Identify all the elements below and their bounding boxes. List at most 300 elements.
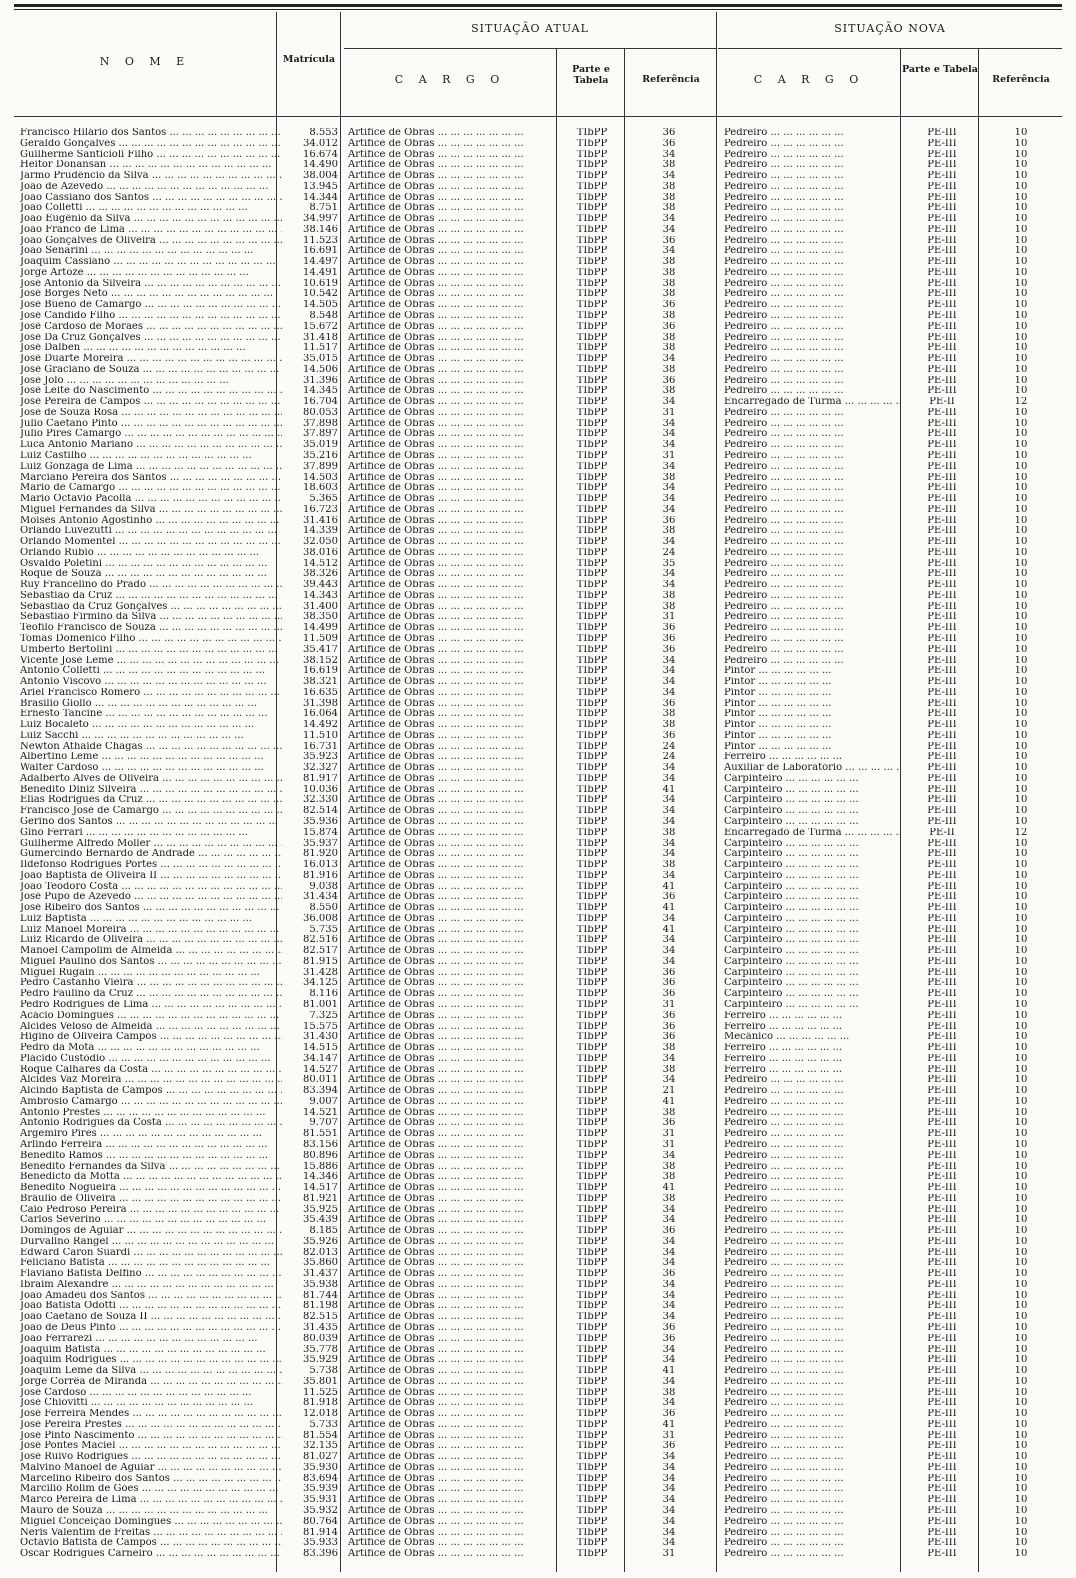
matricula-cell: 38.016	[303, 547, 338, 558]
table-row	[14, 365, 1062, 376]
nome-cell: Sebastião da Cruz ... .	[20, 591, 282, 602]
table-row	[14, 171, 1062, 182]
matricula-cell: 31.435	[303, 1322, 338, 1333]
tabela-nova-cell: PE-III	[927, 171, 957, 182]
table-row	[14, 537, 1062, 548]
referencia-atual-cell: 34	[662, 494, 676, 505]
referencia-atual-cell: 34	[662, 149, 676, 160]
cargo-novo-cell: Carpinteiro ... .	[724, 903, 900, 914]
cargo-novo-cell: Carpinteiro ... .	[724, 785, 900, 796]
matricula-cell: 16.691	[303, 246, 338, 257]
referencia-nova-cell: 10	[1014, 1043, 1028, 1054]
referencia-atual-cell: 38	[662, 1064, 676, 1075]
table-row	[14, 623, 1062, 634]
nome-cell: Antonio Viscovo ... .	[20, 677, 282, 688]
matricula-cell: 14.492	[303, 720, 338, 731]
table-row	[14, 1323, 1062, 1334]
tabela-nova-cell: PE-III	[927, 1000, 957, 1011]
tabela-atual-cell: TIbPP	[576, 429, 608, 440]
table-row	[14, 1463, 1062, 1474]
matricula-cell: 14.345	[303, 386, 338, 397]
matricula-cell: 81.551	[303, 1129, 338, 1140]
nome-cell: Guilherme Santicioli Filho ... .	[20, 150, 282, 161]
referencia-atual-cell: 36	[662, 138, 676, 149]
tabela-atual-cell: TIbPP	[576, 1107, 608, 1118]
cargo-novo-cell: Pedreiro ... .	[724, 580, 900, 591]
referencia-atual-cell: 38	[662, 601, 676, 612]
tabela-nova-cell: PE-III	[927, 375, 957, 386]
nome-cell: Joaquim Leme da Silva ... .	[20, 1366, 282, 1377]
tabela-atual-cell: TIbPP	[576, 364, 608, 375]
header-nova-rule	[718, 48, 1062, 49]
cargo-novo-cell: Carpinteiro ... .	[724, 989, 900, 1000]
referencia-nova-cell: 10	[1014, 504, 1028, 515]
table-row	[14, 1032, 1062, 1043]
matricula-cell: 16.064	[303, 709, 338, 720]
referencia-atual-cell: 34	[662, 956, 676, 967]
tabela-atual-cell: TIbPP	[576, 1355, 608, 1366]
tabela-atual-cell: TIbPP	[576, 956, 608, 967]
tabela-nova-cell: PE-III	[927, 1290, 957, 1301]
matricula-cell: 5.738	[309, 1366, 338, 1377]
matricula-cell: 35.926	[303, 1236, 338, 1247]
cargo-atual-cell: Artífice de Obras ... .	[348, 612, 538, 623]
referencia-atual-cell: 34	[662, 1053, 676, 1064]
tabela-nova-cell: PE-III	[927, 1538, 957, 1549]
tabela-atual-cell: TIbPP	[576, 1118, 608, 1129]
referencia-nova-cell: 10	[1014, 1376, 1028, 1387]
cargo-novo-cell: Pedreiro ... .	[724, 548, 900, 559]
referencia-nova-cell: 10	[1014, 472, 1028, 483]
cargo-atual-cell: Artífice de Obras ... .	[348, 925, 538, 936]
nome-cell: Benedito Fernandes da Silva ... .	[20, 1162, 282, 1173]
tabela-atual-cell: TIbPP	[576, 1301, 608, 1312]
referencia-nova-cell: 10	[1014, 612, 1028, 623]
table-row	[14, 1043, 1062, 1054]
tabela-nova-cell: PE-III	[927, 1279, 957, 1290]
cargo-novo-cell: Encarregado de Turma ... .	[724, 397, 900, 408]
tabela-nova-cell: PE-III	[927, 580, 957, 591]
matricula-cell: 15.672	[303, 321, 338, 332]
cargo-novo-cell: Carpinteiro ... .	[724, 1000, 900, 1011]
tabela-nova-cell: PE-III	[927, 440, 957, 451]
referencia-atual-cell: 24	[662, 752, 676, 763]
tabela-atual-cell: TIbPP	[576, 677, 608, 688]
table-row	[14, 1280, 1062, 1291]
referencia-nova-cell: 10	[1014, 763, 1028, 774]
referencia-atual-cell: 34	[662, 1484, 676, 1495]
cargo-atual-cell: Artífice de Obras ... .	[348, 333, 538, 344]
referencia-nova-cell: 10	[1014, 1010, 1028, 1021]
referencia-nova-cell: 10	[1014, 1290, 1028, 1301]
referencia-atual-cell: 31	[662, 1430, 676, 1441]
nome-cell: Roque Calhares da Costa ... .	[20, 1065, 282, 1076]
table-row	[14, 839, 1062, 850]
nome-cell: Miguel Conceição Domingues ... .	[20, 1517, 282, 1528]
tabela-atual-cell: TIbPP	[576, 741, 608, 752]
cargo-atual-cell: Artífice de Obras ... .	[348, 1162, 538, 1173]
tabela-atual-cell: TIbPP	[576, 601, 608, 612]
referencia-nova-cell: 10	[1014, 343, 1028, 354]
tabela-atual-cell: TIbPP	[576, 418, 608, 429]
matricula-cell: 35.931	[303, 1495, 338, 1506]
table-row	[14, 1118, 1062, 1129]
nome-cell: Joaquim Cassiano ... .	[20, 257, 282, 268]
header-cargo-nova: C A R G O	[753, 73, 865, 86]
matricula-cell: 31.428	[303, 967, 338, 978]
table-row	[14, 978, 1062, 989]
tabela-atual-cell: TIbPP	[576, 1129, 608, 1140]
nome-cell: Oscar Rodrigues Carneiro ... .	[20, 1549, 282, 1560]
referencia-nova-cell: 10	[1014, 924, 1028, 935]
nome-cell: Newton Athaide Chagas ... .	[20, 742, 282, 753]
referencia-atual-cell: 36	[662, 633, 676, 644]
nome-cell: Malvino Manoel de Aguiar ... .	[20, 1463, 282, 1474]
tabela-atual-cell: TIbPP	[576, 827, 608, 838]
cargo-novo-cell: Pedreiro ... .	[724, 1538, 900, 1549]
tabela-nova-cell: PE-III	[927, 1473, 957, 1484]
table-row	[14, 774, 1062, 785]
cargo-atual-cell: Artífice de Obras ... .	[348, 1441, 538, 1452]
nome-cell: Manoel Campolim de Almeida ... .	[20, 946, 282, 957]
referencia-nova-cell: 10	[1014, 1118, 1028, 1129]
referencia-nova-cell: 10	[1014, 1096, 1028, 1107]
tabela-atual-cell: TIbPP	[576, 1430, 608, 1441]
nome-cell: João Teodoro Costa ... .	[20, 882, 282, 893]
cargo-atual-cell: Artífice de Obras ... .	[348, 978, 538, 989]
nome-cell: José Da Cruz Gonçalves ... .	[20, 333, 282, 344]
matricula-cell: 82.517	[303, 946, 338, 957]
cargo-atual-cell: Artífice de Obras ... .	[348, 1086, 538, 1097]
referencia-atual-cell: 36	[662, 321, 676, 332]
nome-cell: Luiz Bocaleto ... .	[20, 720, 282, 731]
table-row	[14, 882, 1062, 893]
referencia-nova-cell: 10	[1014, 289, 1028, 300]
top-rule	[14, 4, 1062, 7]
matricula-cell: 81.916	[303, 870, 338, 881]
table-row	[14, 1129, 1062, 1140]
tabela-atual-cell: TIbPP	[576, 321, 608, 332]
cargo-atual-cell: Artífice de Obras ... .	[348, 440, 538, 451]
tabela-nova-cell: PE-III	[927, 267, 957, 278]
nome-cell: Osvaldo Poletini ... .	[20, 559, 282, 570]
table-row	[14, 505, 1062, 516]
cargo-novo-cell: Carpinteiro ... .	[724, 882, 900, 893]
table-row	[14, 849, 1062, 860]
table-row	[14, 1484, 1062, 1495]
referencia-nova-cell: 10	[1014, 946, 1028, 957]
nome-cell: José Borges Neto ... .	[20, 289, 282, 300]
tabela-atual-cell: TIbPP	[576, 1506, 608, 1516]
nome-cell: Ildefonso Rodrigues Portes ... .	[20, 860, 282, 871]
tabela-atual-cell: TIbPP	[576, 1376, 608, 1387]
cargo-novo-cell: Pedreiro ... .	[724, 1441, 900, 1452]
cargo-novo-cell: Pedreiro ... .	[724, 1312, 900, 1323]
cargo-atual-cell: Artífice de Obras ... .	[348, 1226, 538, 1237]
tabela-nova-cell: PE-III	[927, 1269, 957, 1280]
referencia-nova-cell: 10	[1014, 1053, 1028, 1064]
matricula-cell: 38.146	[303, 224, 338, 235]
referencia-nova-cell: 10	[1014, 407, 1028, 418]
referencia-nova-cell: 10	[1014, 1193, 1028, 1204]
cargo-atual-cell: Artífice de Obras ... .	[348, 1549, 538, 1560]
nome-cell: Elias Rodrigues da Cruz ... .	[20, 795, 282, 806]
table-row	[14, 494, 1062, 505]
referencia-nova-cell: 10	[1014, 1150, 1028, 1161]
cargo-novo-cell: Pintor ... .	[724, 731, 900, 742]
referencia-atual-cell: 34	[662, 870, 676, 881]
cargo-novo-cell: Pedreiro ... .	[724, 1484, 900, 1495]
nome-cell: João de Azevedo ... .	[20, 182, 282, 193]
nome-cell: João Batista Odotti ... .	[20, 1301, 282, 1312]
cargo-novo-cell: Carpinteiro ... .	[724, 795, 900, 806]
referencia-nova-cell: 10	[1014, 687, 1028, 698]
referencia-atual-cell: 41	[662, 903, 676, 914]
cargo-atual-cell: Artífice de Obras ... .	[348, 785, 538, 796]
nome-cell: Mauro de Souza ... .	[20, 1506, 282, 1517]
nome-cell: Orlando Rubio ... .	[20, 548, 282, 559]
table-row	[14, 1355, 1062, 1366]
tabela-atual-cell: TIbPP	[576, 1344, 608, 1355]
tabela-atual-cell: TIbPP	[576, 569, 608, 580]
table-row	[14, 1517, 1062, 1528]
tabela-atual-cell: TIbPP	[576, 633, 608, 644]
tabela-atual-cell: TIbPP	[576, 1441, 608, 1452]
tabela-atual-cell: TIbPP	[576, 989, 608, 1000]
cargo-atual-cell: Artífice de Obras ... .	[348, 246, 538, 257]
matricula-cell: 35.930	[303, 1462, 338, 1473]
tabela-nova-cell: PE-III	[927, 601, 957, 612]
tabela-nova-cell: PE-III	[927, 483, 957, 494]
tabela-nova-cell: PE-III	[927, 730, 957, 741]
cargo-atual-cell: Artífice de Obras ... .	[348, 688, 538, 699]
tabela-atual-cell: TIbPP	[576, 128, 608, 138]
cargo-novo-cell: Pedreiro ... .	[724, 354, 900, 365]
tabela-atual-cell: TIbPP	[576, 1064, 608, 1075]
matricula-cell: 10.036	[303, 784, 338, 795]
tabela-atual-cell: TIbPP	[576, 1387, 608, 1398]
nome-cell: Luiz Castilho ... .	[20, 451, 282, 462]
matricula-cell: 35.923	[303, 752, 338, 763]
cargo-novo-cell: Pedreiro ... .	[724, 1118, 900, 1129]
matricula-cell: 34.997	[303, 214, 338, 225]
matricula-cell: 5.365	[309, 494, 338, 505]
tabela-atual-cell: TIbPP	[576, 784, 608, 795]
tabela-atual-cell: TIbPP	[576, 1021, 608, 1032]
cargo-novo-cell: Carpinteiro ... .	[724, 774, 900, 785]
nome-cell: Julio Caetano Pinto ... .	[20, 419, 282, 430]
referencia-nova-cell: 10	[1014, 1355, 1028, 1366]
tabela-atual-cell: TIbPP	[576, 267, 608, 278]
cargo-atual-cell: Artífice de Obras ... .	[348, 311, 538, 322]
matricula-cell: 81.554	[303, 1430, 338, 1441]
cargo-novo-cell: Pedreiro ... .	[724, 408, 900, 419]
tabela-nova-cell: PE-III	[927, 1462, 957, 1473]
cargo-novo-cell: Pedreiro ... .	[724, 376, 900, 387]
cargo-atual-cell: Artífice de Obras ... .	[348, 214, 538, 225]
tabela-atual-cell: TIbPP	[576, 612, 608, 623]
tabela-atual-cell: TIbPP	[576, 160, 608, 171]
matricula-cell: 80.039	[303, 1333, 338, 1344]
table-row	[14, 666, 1062, 677]
cargo-novo-cell: Pedreiro ... .	[724, 268, 900, 279]
nome-cell: Acácio Domingues ... .	[20, 1011, 282, 1022]
matricula-cell: 13.945	[303, 181, 338, 192]
cargo-atual-cell: Artífice de Obras ... .	[348, 139, 538, 150]
table-row	[14, 1183, 1062, 1194]
table-row	[14, 440, 1062, 451]
referencia-nova-cell: 10	[1014, 1333, 1028, 1344]
referencia-atual-cell: 41	[662, 1366, 676, 1377]
cargo-atual-cell: Artífice de Obras ... .	[348, 1291, 538, 1302]
nome-cell: José Ferreira Mendes ... .	[20, 1409, 282, 1420]
referencia-atual-cell: 36	[662, 1322, 676, 1333]
tabela-nova-cell: PE-III	[927, 1376, 957, 1387]
referencia-nova-cell: 10	[1014, 1527, 1028, 1538]
cargo-novo-cell: Pedreiro ... .	[724, 128, 900, 139]
cargo-novo-cell: Carpinteiro ... .	[724, 839, 900, 850]
referencia-nova-cell: 10	[1014, 1506, 1028, 1516]
matricula-cell: 81.198	[303, 1301, 338, 1312]
referencia-nova-cell: 10	[1014, 806, 1028, 817]
tabela-atual-cell: TIbPP	[576, 257, 608, 268]
tabela-atual-cell: TIbPP	[576, 1161, 608, 1172]
matricula-cell: 31.416	[303, 515, 338, 526]
referencia-atual-cell: 34	[662, 1247, 676, 1258]
referencia-atual-cell: 38	[662, 386, 676, 397]
referencia-nova-cell: 10	[1014, 1269, 1028, 1280]
nome-cell: Tomas Domenico Filho ... .	[20, 634, 282, 645]
matricula-cell: 34.012	[303, 138, 338, 149]
tabela-nova-cell: PE-III	[927, 677, 957, 688]
tabela-atual-cell: TIbPP	[576, 515, 608, 526]
matricula-cell: 35.216	[303, 450, 338, 461]
matricula-cell: 37.899	[303, 461, 338, 472]
referencia-atual-cell: 38	[662, 472, 676, 483]
referencia-atual-cell: 34	[662, 461, 676, 472]
tabela-nova-cell: PE-III	[927, 623, 957, 634]
referencia-nova-cell: 10	[1014, 1516, 1028, 1527]
cargo-atual-cell: Artífice de Obras ... .	[348, 322, 538, 333]
matricula-cell: 80.011	[303, 1075, 338, 1086]
nome-cell: Gino Ferrari ... .	[20, 828, 282, 839]
referencia-atual-cell: 24	[662, 547, 676, 558]
tabela-atual-cell: TIbPP	[576, 752, 608, 763]
table-row	[14, 1301, 1062, 1312]
matricula-cell: 35.015	[303, 354, 338, 365]
tabela-nova-cell: PE-III	[927, 1333, 957, 1344]
matricula-cell: 14.499	[303, 623, 338, 634]
tabela-nova-cell: PE-III	[927, 1322, 957, 1333]
referencia-nova-cell: 10	[1014, 709, 1028, 720]
tabela-nova-cell: PE-III	[927, 504, 957, 515]
cargo-novo-cell: Carpinteiro ... .	[724, 817, 900, 828]
referencia-atual-cell: 41	[662, 1096, 676, 1107]
cargo-atual-cell: Artífice de Obras ... .	[348, 1355, 538, 1366]
referencia-nova-cell: 10	[1014, 849, 1028, 860]
nome-cell: Caio Pedroso Pereira ... .	[20, 1205, 282, 1216]
tabela-nova-cell: PE-III	[927, 1452, 957, 1463]
referencia-nova-cell: 10	[1014, 494, 1028, 505]
referencia-nova-cell: 10	[1014, 1000, 1028, 1011]
tabela-nova-cell: PE-III	[927, 1236, 957, 1247]
matricula-cell: 38.350	[303, 612, 338, 623]
cargo-novo-cell: Pedreiro ... .	[724, 171, 900, 182]
referencia-atual-cell: 21	[662, 1086, 676, 1097]
referencia-atual-cell: 34	[662, 1355, 676, 1366]
cargo-novo-cell: Pedreiro ... .	[724, 1377, 900, 1388]
tabela-atual-cell: TIbPP	[576, 354, 608, 365]
referencia-atual-cell: 38	[662, 860, 676, 871]
tabela-nova-cell: PE-III	[927, 892, 957, 903]
referencia-atual-cell: 34	[662, 1538, 676, 1549]
tabela-nova-cell: PE-III	[927, 903, 957, 914]
nome-cell: Alcindo Baptista de Campos ... .	[20, 1086, 282, 1097]
cargo-atual-cell: Artífice de Obras ... .	[348, 548, 538, 559]
referencia-atual-cell: 34	[662, 1236, 676, 1247]
referencia-nova-cell: 10	[1014, 569, 1028, 580]
cargo-novo-cell: Pedreiro ... .	[724, 462, 900, 473]
nome-cell: José Ruivo Rodrigues ... .	[20, 1452, 282, 1463]
nome-cell: Pedro Castanho Vieira ... .	[20, 978, 282, 989]
nome-cell: Edward Caron Suardi ... .	[20, 1248, 282, 1259]
cargo-atual-cell: Artífice de Obras ... .	[348, 946, 538, 957]
table-row	[14, 731, 1062, 742]
tabela-nova-cell: PE-III	[927, 1193, 957, 1204]
tabela-nova-cell: PE-III	[927, 311, 957, 322]
referencia-nova-cell: 10	[1014, 741, 1028, 752]
referencia-atual-cell: 34	[662, 1150, 676, 1161]
tabela-atual-cell: TIbPP	[576, 1419, 608, 1430]
tabela-atual-cell: TIbPP	[576, 795, 608, 806]
tabela-nova-cell: PE-III	[927, 644, 957, 655]
header-cargo-atual: C A R G O	[394, 73, 506, 86]
tabela-atual-cell: TIbPP	[576, 1462, 608, 1473]
tabela-nova-cell: PE-III	[927, 860, 957, 871]
cargo-atual-cell: Artífice de Obras ... .	[348, 1377, 538, 1388]
referencia-nova-cell: 10	[1014, 1441, 1028, 1452]
nome-cell: Marcilio Rolim de Góes ... .	[20, 1484, 282, 1495]
referencia-atual-cell: 34	[662, 429, 676, 440]
tabela-atual-cell: TIbPP	[576, 1236, 608, 1247]
nome-cell: Luiz Sacchi ... .	[20, 731, 282, 742]
matricula-cell: 8.185	[309, 1226, 338, 1237]
referencia-atual-cell: 41	[662, 881, 676, 892]
referencia-atual-cell: 34	[662, 1462, 676, 1473]
table-row	[14, 1549, 1062, 1560]
table-row	[14, 526, 1062, 537]
referencia-nova-cell: 10	[1014, 967, 1028, 978]
tabela-nova-cell: PE-III	[927, 354, 957, 365]
tabela-atual-cell: TIbPP	[576, 494, 608, 505]
referencia-atual-cell: 38	[662, 590, 676, 601]
cargo-atual-cell: Artífice de Obras ... .	[348, 569, 538, 580]
referencia-nova-cell: 10	[1014, 881, 1028, 892]
nome-cell: José de Souza Rosa ... .	[20, 408, 282, 419]
cargo-atual-cell: Artífice de Obras ... .	[348, 1237, 538, 1248]
table-row	[14, 214, 1062, 225]
referencia-atual-cell: 35	[662, 558, 676, 569]
referencia-nova-cell: 10	[1014, 526, 1028, 537]
cargo-novo-cell: Pedreiro ... .	[724, 1506, 900, 1517]
cargo-atual-cell: Artífice de Obras ... .	[348, 1398, 538, 1409]
cargo-novo-cell: Pedreiro ... .	[724, 322, 900, 333]
cargo-novo-cell: Pedreiro ... .	[724, 1194, 900, 1205]
tabela-nova-cell: PE-III	[927, 1398, 957, 1409]
tabela-atual-cell: TIbPP	[576, 138, 608, 149]
referencia-nova-cell: 10	[1014, 913, 1028, 924]
referencia-atual-cell: 24	[662, 741, 676, 752]
